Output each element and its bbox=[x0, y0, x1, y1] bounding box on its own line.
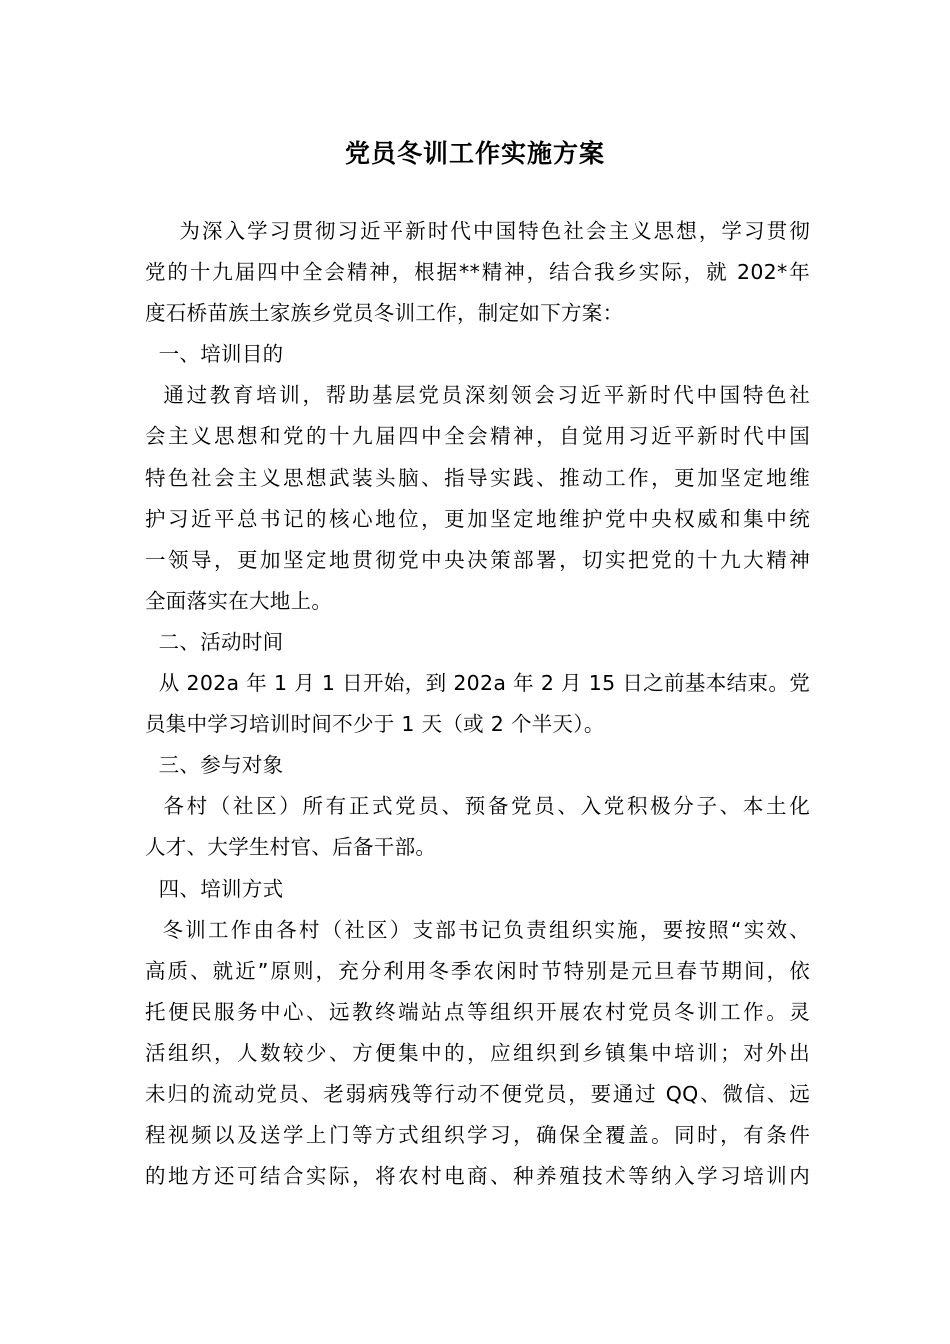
text-line: 度石桥苗族土家族乡党员冬训工作，制定如下方案： bbox=[145, 301, 624, 326]
document-body bbox=[145, 211, 810, 1197]
text-line: 一领导，更加坚定地贯彻党中央决策部署，切实把党的十九大精神 bbox=[145, 547, 810, 572]
text-line: 活组织，人数较少、方便集中的，应组织到乡镇集中培训；对外出 bbox=[145, 1040, 810, 1065]
text-line: 特色社会主义思想武装头脑、指导实践、推动工作，更加坚定地维 bbox=[145, 465, 810, 490]
text-line: 员集中学习培训时间不少于 1 天（或 2 个半天）。 bbox=[145, 712, 605, 737]
text-line: 未归的流动党员、老弱病残等行动不便党员，要通过 QQ、微信、远 bbox=[145, 1081, 810, 1106]
section-heading-time: 二、活动时间 bbox=[145, 629, 284, 654]
text-line: 全面落实在大地上。 bbox=[145, 588, 333, 613]
text-line: 的地方还可结合实际，将农村电商、种养殖技术等纳入学习培训内 bbox=[145, 1164, 810, 1189]
text-line: 从 202a 年 1 月 1 日开始，到 202a 年 2 月 15 日之前基本结束。党 bbox=[145, 671, 810, 696]
section-heading-participants: 三、参与对象 bbox=[145, 753, 284, 778]
text-line: 为深入学习贯彻习近平新时代中国特色社会主义思想，学习贯彻 bbox=[145, 219, 810, 243]
text-line: 通过教育培训，帮助基层党员深刻领会习近平新时代中国特色社 bbox=[145, 383, 810, 408]
text-line: 冬训工作由各村（社区）支部书记负责组织实施，要按照“实效、 bbox=[145, 917, 810, 942]
text-line: 人才、大学生村官、后备干部。 bbox=[145, 835, 437, 860]
document-title: 党员冬训工作实施方案 bbox=[344, 139, 605, 168]
text-line: 托便民服务中心、远教终端站点等组织开展农村党员冬训工作。灵 bbox=[145, 999, 810, 1024]
text-line: 高质、就近”原则，充分利用冬季农闲时节特别是元旦春节期间，依 bbox=[145, 958, 810, 983]
section-heading-purpose: 一、培训目的 bbox=[145, 342, 284, 367]
text-line: 党的十九届四中全会精神，根据**精神，结合我乡实际，就 202*年 bbox=[145, 260, 810, 285]
text-line: 程视频以及送学上门等方式组织学习，确保全覆盖。同时，有条件 bbox=[145, 1123, 810, 1148]
section-heading-method: 四、培训方式 bbox=[145, 876, 284, 901]
text-line: 会主义思想和党的十九届四中全会精神，自觉用习近平新时代中国 bbox=[145, 424, 810, 449]
text-line: 各村（社区）所有正式党员、预备党员、入党积极分子、本土化 bbox=[145, 794, 810, 819]
text-line: 护习近平总书记的核心地位，更加坚定地维护党中央权威和集中统 bbox=[145, 506, 810, 531]
